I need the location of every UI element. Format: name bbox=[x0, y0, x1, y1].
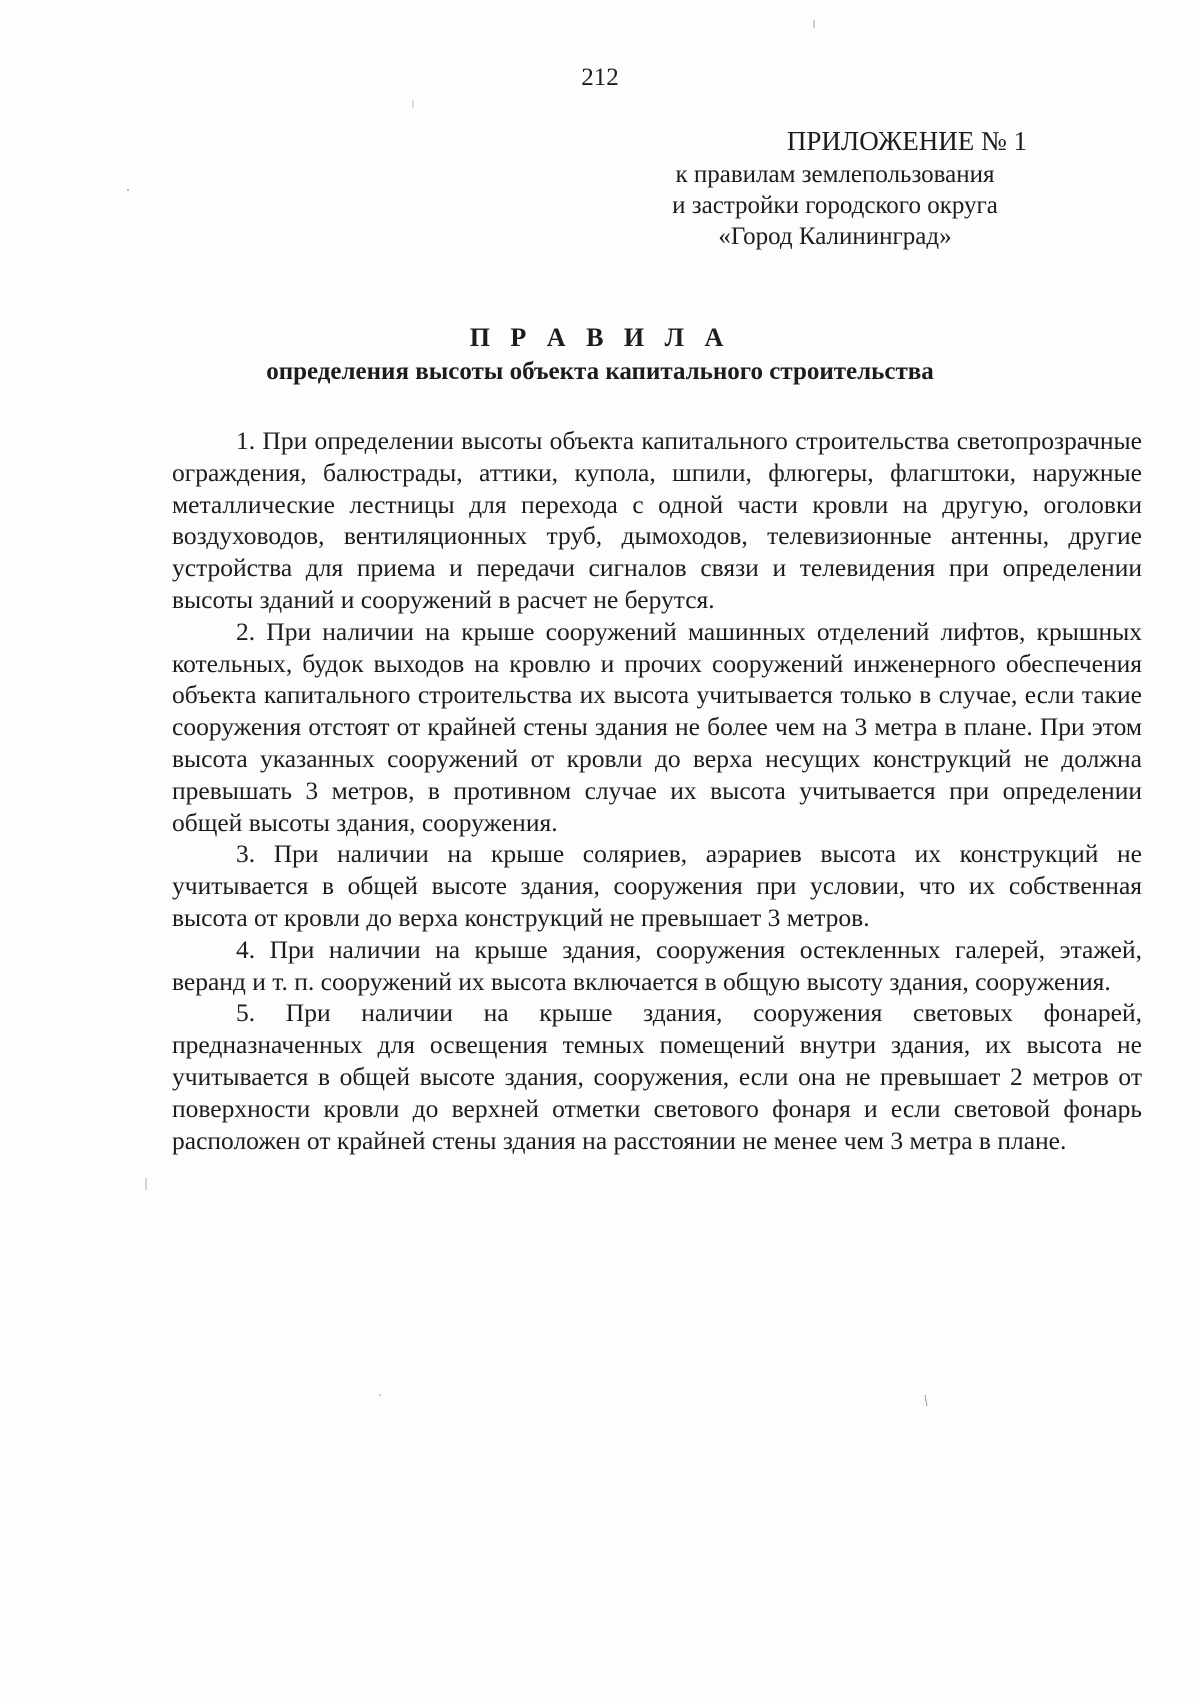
appendix-title: ПРИЛОЖЕНИЕ № 1 bbox=[786, 126, 1027, 156]
paragraph-5: 5. При наличии на крыше здания, сооружения световых фонарей, предназначенных для освещения темных помещений внутри здания, их высота не учитывается в общей высоте здания, сооружения, если она не превышает 2 метров от поверхности кровли до верхней отметки светового фонаря и если световой фонарь расположен от крайней стены здания на расстоянии не менее чем 3 метра в плане. bbox=[172, 998, 1142, 1155]
paragraph-3: 3. При наличии на крыше соляриев, аэрариев высота их конструкций не учитывается в общей высоте здания, сооружения при условии, что их собственная высота от кровли до верха конструкций не превышает 3 метров. bbox=[172, 839, 1142, 932]
paragraph-1: 1. При определении высоты объекта капитального строительства светопрозрачные ограждения, балюстрады, аттики, купола, шпили, флюгеры, флагштоки, наружные металлические лестницы для перехода с одной части кровли на другую, оголовки воздуховодов, вентиляционных труб, дымоходов, телевизионные антенны, другие устройства для приема и передачи сигналов связи и телевидения при определении высоты зданий и сооружений в расчет не берутся. bbox=[172, 426, 1142, 614]
appendix-line-3: «Город Калининград» bbox=[718, 223, 952, 250]
document-title: П Р А В И Л А bbox=[469, 323, 731, 352]
appendix-line-1: к правилам землепользования bbox=[675, 161, 995, 188]
appendix-header bbox=[605, 126, 1065, 252]
document-subtitle: определения высоты объекта капитального строительства bbox=[266, 358, 934, 385]
document-body bbox=[172, 425, 1142, 1156]
paragraph-2: 2. При наличии на крыше сооружений машинных отделений лифтов, крышных котельных, будок выходов на кровлю и прочих сооружений инженерного обеспечения объекта капитального строительства их высота учитывается только в случае, если такие сооружения отстоят от крайней стены здания не более чем на 3 метра в плане. При этом высота указанных сооружений от кровли до верха несущих конструкций не должна превышать 3 метров, в противном случае их высота учитывается при определении общей высоты здания, сооружения. bbox=[172, 616, 1142, 837]
appendix-line-2: и застройки городского округа bbox=[672, 192, 998, 219]
paragraph-4: 4. При наличии на крыше здания, сооружения остекленных галерей, этажей, веранд и т. п. сооружений их высота включается в общую высоту здания, сооружения. bbox=[172, 934, 1142, 996]
page-number: 212 bbox=[581, 64, 619, 91]
